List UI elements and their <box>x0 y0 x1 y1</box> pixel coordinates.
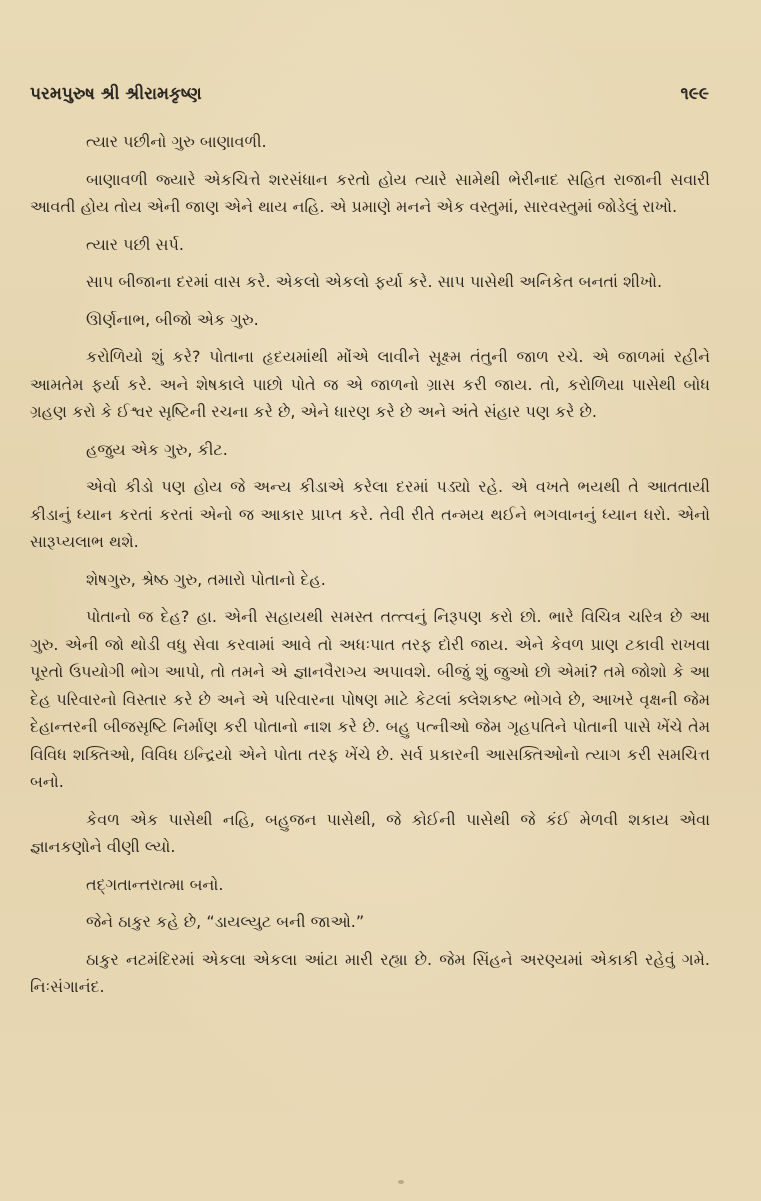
paragraph: હજુય એક ગુરુ, કીટ. <box>86 439 228 459</box>
paragraph: કેવળ એક પાસેથી નહિ, બહુજન પાસેથી, જે કોઈની પાસેથી જે કંઈ મેળવી શકાય એવા જ્ઞાનકણોને વીણી લ્યો. <box>30 809 710 856</box>
paragraph: કરોળિયો શું કરે? પોતાના હૃદયમાંથી મોંએ લાવીને સૂક્ષ્મ તંતુની જાળ રચે. એ જાળમાં રહીને આમતેમ ફર્યા કરે. અને શેષકાલે પાછો પોતે જ એ જાળનો ગ્રાસ કરી જાય. તો, કરોળિયા પાસેથી બોધ ગ્રહણ કરો કે ઈશ્વર સૃષ્ટિની રચના કરે છે, એને ધારણ કરે છે અને અંતે સંહાર પણ કરે છે. <box>30 347 710 421</box>
paragraph: પોતાનો જ દેહ? હા. એની સહાયથી સમસ્ત તત્ત્વનું નિરૂપણ કરો છો. ભારે વિચિત્ર ચરિત્ર છે આ ગુરુ. એની જો થોડી વધુ સેવા કરવામાં આવે તો અધઃપાત તરફ દોરી જાય. એને કેવળ પ્રાણ ટકાવી રાખવા પૂરતો ઉપયોગી ભોગ આપો, તો તમને એ જ્ઞાનવૈરાગ્ય અપાવશે. બીજું શું જુઓ છો એમાં? તમે જોશો કે આ દેહ પરિવારનો વિસ્તાર કરે છે અને એ પરિવારના પોષણ માટે કેટલાં ક્લેશકષ્ટ ભોગવે છે, આખરે વૃક્ષની જેમ દેહાન્તરની બીજસૃષ્ટિ નિર્માણ કરી પોતાનો નાશ કરે છે. બહુ પત્નીઓ જેમ ગૃહપતિને પોતાની પાસે ખેંચે તેમ વિવિધ શક્તિઓ, વિવિધ ઇન્દ્રિયો એને પોતા તરફ ખેંચે છે. સર્વ પ્રકારની આસક્તિઓનો ત્યાગ કરી સમચિત્ત બનો. <box>30 607 710 791</box>
paper-speck <box>398 1180 404 1184</box>
paragraph: ઊર્ણનાભ, બીજો એક ગુરુ. <box>86 309 259 329</box>
paragraph: ઠાકુર નટમંદિરમાં એકલા એકલા આંટા મારી રહ્યા છે. જેમ સિંહને અરણ્યમાં એકાકી રહેવું ગમે. નિઃસંગાનંદ. <box>30 949 710 996</box>
paragraph: ત્યાર પછી સર્પ. <box>86 234 184 254</box>
body-text <box>30 128 710 1011</box>
paragraph: શેષગુરુ, શ્રેષ્ઠ ગુરુ, તમારો પોતાનો દેહ. <box>86 569 326 589</box>
paragraph: ત્યાર પછીનો ગુરુ બાણાવળી. <box>86 132 267 151</box>
page-number: ૧૯૯ <box>680 84 709 104</box>
paragraph: જેને ઠાકુર કહે છે, “ડાયલ્યુટ બની જાઓ.” <box>86 912 365 931</box>
running-header <box>30 84 709 114</box>
running-title: પરમપુરુષ શ્રી શ્રીરામકૃષ્ણ <box>30 84 202 104</box>
paragraph: બાણાવળી જ્યારે એકચિત્તે શરસંધાન કરતો હોય ત્યારે સામેથી ભેરીનાદ સહિત રાજાની સવારી આવતી હોય તોય એની જાણ એને થાય નહિ. એ પ્રમાણે મનને એક વસ્તુમાં, સારવસ્તુમાં જોડેલું રાખો. <box>30 169 710 216</box>
paragraph: સાપ બીજાના દરમાં વાસ કરે. એકલો એકલો ફર્યા કરે. સાપ પાસેથી અનિકેત બનતાં શીખો. <box>86 272 663 291</box>
paragraph: એવો કીડો પણ હોય જે અન્ય કીડાએ કરેલા દરમાં પડ્યો રહે. એ વખતે ભયથી તે આતતાયી કીડાનું ધ્યાન કરતાં કરતાં એનો જ આકાર પ્રાપ્ત કરે. તેવી રીતે તન્મય થઈને ભગવાનનું ધ્યાન ધરો. એનો સારૂપ્યલાભ થશે. <box>30 477 710 551</box>
paragraph: તદ્‌ગતાન્તરાત્મા બનો. <box>86 874 224 894</box>
